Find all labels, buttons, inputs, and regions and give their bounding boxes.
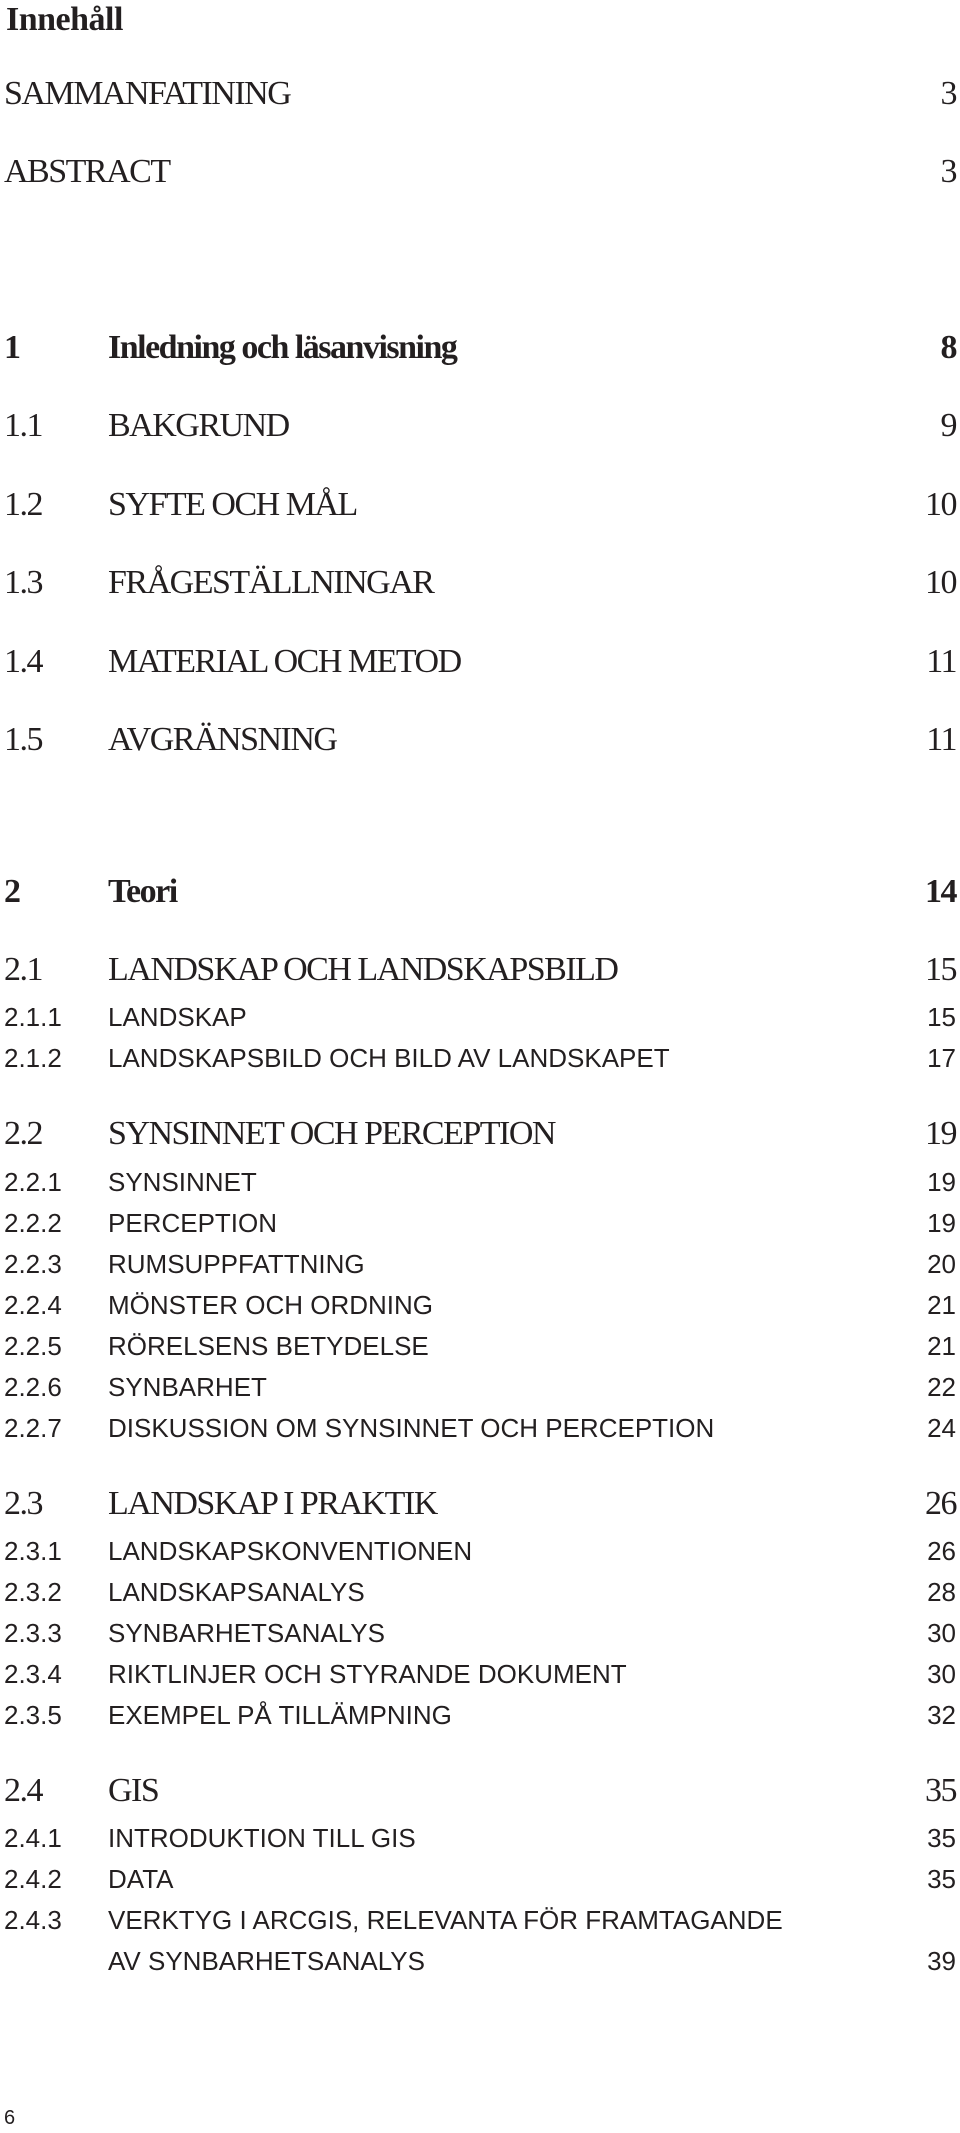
toc-section-1-1[interactable] (0, 406, 960, 446)
toc-entry-page: 28 (927, 1577, 956, 1607)
toc-entry-abstract[interactable] (0, 152, 960, 192)
toc-entry-page: 10 (925, 564, 956, 601)
toc-entry-page: 17 (927, 1043, 956, 1073)
toc-entry-text: SAMMANFATINING (4, 75, 291, 112)
toc-subsection-2-2-3[interactable] (0, 1248, 960, 1280)
toc-entry-number: 2.3.3 (4, 1618, 62, 1648)
toc-entry-text: SYNSINNET (108, 1167, 257, 1197)
toc-entry-number: 2.2.5 (4, 1331, 62, 1361)
toc-chapter-2[interactable] (0, 872, 960, 912)
toc-entry-number: 2.3.4 (4, 1659, 62, 1689)
toc-entry-page: 35 (927, 1823, 956, 1853)
toc-subsection-2-3-2[interactable] (0, 1576, 960, 1608)
toc-entry-text: SYNSINNET OCH PERCEPTION (108, 1115, 555, 1152)
toc-subsection-2-2-5[interactable] (0, 1330, 960, 1362)
toc-entry-number: 2.1 (4, 951, 42, 988)
toc-entry-page: 32 (927, 1700, 956, 1730)
toc-entry-text: SYNBARHET (108, 1372, 267, 1402)
toc-entry-page: 11 (926, 643, 956, 680)
toc-entry-page: 14 (925, 873, 956, 910)
toc-entry-page: 35 (927, 1864, 956, 1894)
toc-entry-page: 10 (925, 486, 956, 523)
toc-entry-number: 2.2.6 (4, 1372, 62, 1402)
toc-entry-page: 39 (927, 1946, 956, 1976)
toc-entry-page: 21 (927, 1290, 956, 1320)
toc-entry-text: RUMSUPPFATTNING (108, 1249, 365, 1279)
toc-subsection-2-2-2[interactable] (0, 1207, 960, 1239)
toc-entry-text: LANDSKAP OCH LANDSKAPSBILD (108, 951, 618, 988)
toc-subsection-2-4-1[interactable] (0, 1822, 960, 1854)
toc-section-1-4[interactable] (0, 642, 960, 682)
toc-entry-number: 2.2.4 (4, 1290, 62, 1320)
toc-entry-number: 2.4.2 (4, 1864, 62, 1894)
toc-section-1-5[interactable] (0, 720, 960, 760)
toc-entry-number: 2.4.3 (4, 1905, 62, 1935)
toc-entry-text: LANDSKAPSKONVENTIONEN (108, 1536, 473, 1566)
toc-entry-text: Teori (108, 873, 177, 910)
toc-entry-text: MÖNSTER OCH ORDNING (108, 1290, 433, 1320)
toc-entry-page: 26 (927, 1536, 956, 1566)
toc-section-2-4[interactable] (0, 1771, 960, 1811)
toc-subsection-2-3-1[interactable] (0, 1535, 960, 1567)
toc-entry-number: 2.2 (4, 1115, 42, 1152)
toc-section-1-2[interactable] (0, 485, 960, 525)
toc-heading: Innehåll (6, 1, 123, 38)
toc-entry-page: 3 (940, 153, 956, 190)
toc-entry-number: 2.1.1 (4, 1002, 62, 1032)
toc-entry-number: 2.2.2 (4, 1208, 62, 1238)
toc-subsection-2-4-3[interactable] (0, 1904, 960, 1977)
toc-entry-number: 2.4 (4, 1772, 42, 1809)
toc-entry-page: 11 (926, 721, 956, 758)
toc-entry-number: 1 (4, 329, 20, 366)
toc-entry-text: SYFTE OCH MÅL (108, 486, 357, 523)
toc-entry-text: LANDSKAP (108, 1002, 247, 1032)
toc-entry-page: 24 (927, 1413, 956, 1443)
page-number: 6 (4, 2107, 16, 2129)
toc-entry-text: LANDSKAPSANALYS (108, 1577, 365, 1607)
toc-entry-text: ABSTRACT (4, 153, 170, 190)
toc-subsection-2-1-1[interactable] (0, 1001, 960, 1033)
toc-entry-text: INTRODUKTION TILL GIS (108, 1823, 416, 1853)
toc-subsection-2-3-5[interactable] (0, 1699, 960, 1731)
toc-subsection-2-4-2[interactable] (0, 1863, 960, 1895)
toc-entry-number: 1.1 (4, 407, 42, 444)
toc-section-2-2[interactable] (0, 1114, 960, 1154)
toc-chapter-1[interactable] (0, 328, 960, 368)
toc-entry-text: EXEMPEL PÅ TILLÄMPNING (108, 1700, 452, 1730)
toc-subsection-2-2-1[interactable] (0, 1166, 960, 1198)
toc-entry-page: 30 (927, 1659, 956, 1689)
toc-entry-number: 2.2.1 (4, 1167, 62, 1197)
toc-entry-page: 22 (927, 1372, 956, 1402)
toc-entry-number: 2 (4, 873, 20, 910)
toc-entry-text: PERCEPTION (108, 1208, 278, 1238)
toc-subsection-2-2-6[interactable] (0, 1371, 960, 1403)
toc-entry-sammanfattning[interactable] (0, 74, 960, 114)
toc-entry-text: VERKTYG I ARCGIS, RELEVANTA FÖR FRAMTAGANDE (108, 1905, 783, 1935)
toc-entry-text: GIS (108, 1772, 159, 1809)
toc-entry-number: 2.2.3 (4, 1249, 62, 1279)
toc-entry-page: 19 (925, 1115, 956, 1152)
toc-entry-number: 1.2 (4, 486, 42, 523)
toc-entry-number: 2.1.2 (4, 1043, 62, 1073)
toc-entry-number: 1.4 (4, 643, 42, 680)
toc-subsection-2-2-7[interactable] (0, 1412, 960, 1444)
toc-entry-page: 15 (925, 951, 956, 988)
toc-entry-page: 15 (927, 1002, 956, 1032)
toc-entry-text: FRÅGESTÄLLNINGAR (108, 564, 434, 601)
toc-subsection-2-2-4[interactable] (0, 1289, 960, 1321)
toc-entry-number: 2.3.2 (4, 1577, 62, 1607)
toc-section-2-1[interactable] (0, 950, 960, 990)
toc-entry-page: 26 (925, 1485, 956, 1522)
toc-subsection-2-3-3[interactable] (0, 1617, 960, 1649)
toc-entry-text: AVGRÄNSNING (108, 721, 337, 758)
toc-entry-page: 8 (940, 329, 956, 366)
toc-section-2-3[interactable] (0, 1484, 960, 1524)
toc-entry-text: BAKGRUND (108, 407, 289, 444)
toc-entry-page: 19 (927, 1208, 956, 1238)
toc-entry-page: 19 (927, 1167, 956, 1197)
toc-entry-page: 20 (927, 1249, 956, 1279)
toc-entry-number: 2.2.7 (4, 1413, 62, 1443)
toc-entry-number: 2.3.1 (4, 1536, 62, 1566)
toc-entry-text: LANDSKAP I PRAKTIK (108, 1485, 437, 1522)
toc-entry-text: LANDSKAPSBILD OCH BILD AV LANDSKAPET (108, 1043, 670, 1073)
toc-subsection-2-3-4[interactable] (0, 1658, 960, 1690)
toc-entry-text: MATERIAL OCH METOD (108, 643, 461, 680)
toc-entry-page: 30 (927, 1618, 956, 1648)
toc-subsection-2-1-2[interactable] (0, 1042, 960, 1074)
toc-entry-page: 9 (940, 407, 956, 444)
toc-entry-text: RIKTLINJER OCH STYRANDE DOKUMENT (108, 1659, 627, 1689)
toc-entry-text: SYNBARHETSANALYS (108, 1618, 385, 1648)
toc-section-1-3[interactable] (0, 563, 960, 603)
toc-entry-text: DISKUSSION OM SYNSINNET OCH PERCEPTION (108, 1413, 715, 1443)
toc-entry-number: 2.4.1 (4, 1823, 62, 1853)
toc-entry-page: 3 (940, 75, 956, 112)
toc-entry-number: 2.3.5 (4, 1700, 62, 1730)
toc-entry-text: Inledning och läsanvisning (108, 329, 457, 366)
toc-entry-number: 1.3 (4, 564, 42, 601)
toc-entry-page: 21 (927, 1331, 956, 1361)
toc-entry-text: DATA (108, 1864, 174, 1894)
toc-entry-number: 1.5 (4, 721, 42, 758)
toc-entry-number: 2.3 (4, 1485, 42, 1522)
toc-entry-text: RÖRELSENS BETYDELSE (108, 1331, 429, 1361)
toc-entry-text-continued: AV SYNBARHETSANALYS (108, 1946, 425, 1976)
toc-entry-page: 35 (925, 1772, 956, 1809)
